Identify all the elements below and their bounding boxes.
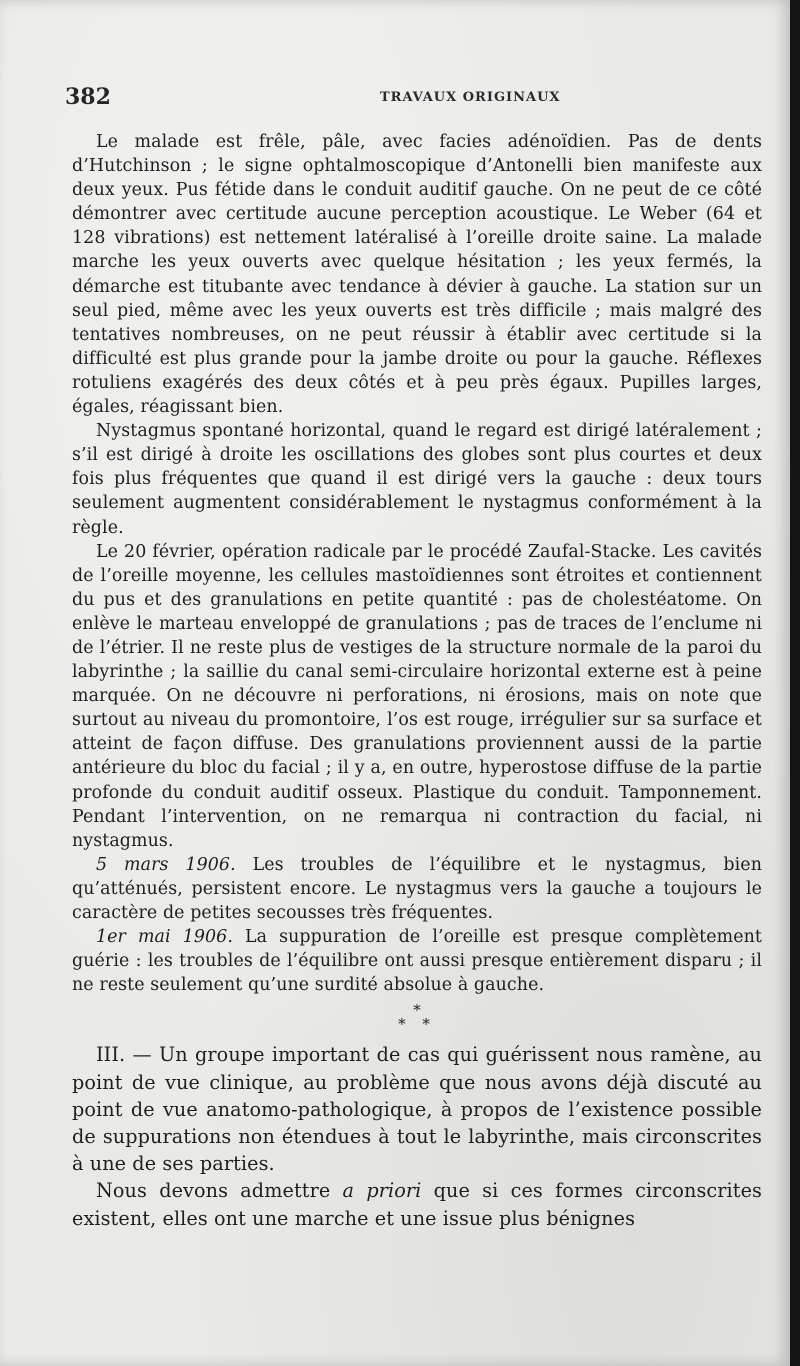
running-title: TRAVAUX ORIGINAUX [380, 90, 561, 105]
paragraph-clinical-exam: Le malade est frêle, pâle, avec facies adénoïdien. Pas de dents d’Hutchinson ; le signe ophtalmoscopique d’Antonelli bien manifeste aux deux yeux. Pus fétide dans le conduit auditif gauche. On ne peut de ce côté démontrer avec certitude aucune perception acoustique. Le Weber (64 et 128 vibrations) est nettement latéralisé à l’oreille droite saine. La malade marche les yeux ouverts avec quelque hésitation ; les yeux fermés, la démarche est titubante avec tendance à dévier à gauche. La station sur un seul pied, même avec les yeux ouverts est très difficile ; mais malgré des tentatives nombreuses, on ne peut réussir à établir avec certitude si la difficulté est plus grande pour la jambe droite ou pour la gauche. Réflexes rotuliens exagérés des deux côtés et à peu près égaux. Pupilles larges, égales, réagissant bien. [72, 132, 762, 418]
section-iii-intro: III. — Un groupe important de cas qui guérissent nous ramène, au point de vue clinique, au problème que nous avons déjà discuté au point de vue anatomo-pathologique, à propos de l’existence possible de suppurations non étendues à tout le labyrinthe, mais circonscrites à une de ses parties. [72, 1043, 762, 1176]
continuation-rest: que si ces formes circonscrites existent, elles ont une marche et une issue plus bénignes [72, 1179, 762, 1230]
section-iii [72, 1041, 762, 1231]
entry-date: 5 mars 1906. [96, 854, 236, 875]
dated-entry [72, 853, 762, 925]
section-separator [72, 997, 762, 1041]
paragraph-operation: Le 20 février, opération radicale par le procédé Zaufal-Stacke. Les cavités de l’oreille moyenne, les cellules mastoïdiennes sont étroites et contiennent du pus et des granulations en petite quantité : pas de cholestéatome. On enlève le marteau enveloppé de granulations ; pas de traces de l’enclume ni de l’étrier. Il ne reste plus de vestiges de la structure normale de la paroi du labyrinthe ; la saillie du canal semi-circulaire horizontal externe est à peine marquée. On ne découvre ni perforations, ni érosions, mais on note que surtout au niveau du promontoire, l’os est rouge, irrégulier sur sa surface et atteint de façon diffuse. Des granulations proviennent aussi de la partie antérieure du bloc du facial ; il y a, en outre, hyperostose diffuse de la partie profonde du conduit auditif osseux. Plastique du conduit. Tamponnement. Pendant l’intervention, on ne remarqua ni contraction du facial, ni nystagmus. [72, 541, 762, 851]
entry-date: 1er mai 1906. [96, 927, 233, 948]
paragraph-nystagmus: Nystagmus spontané horizontal, quand le regard est dirigé latéralement ; s’il est dirigé à droite les oscillations des globes sont plus courtes et deux fois plus fréquentes que quand il est dirigé vers la gauche : deux tours seulement augmentent considérablement le nystagmus conformément à la règle. [72, 421, 762, 538]
section-iii-continuation [72, 1177, 762, 1231]
entry-text: Les troubles de l’équilibre et le nystagmus, bien qu’atténués, persistent encore. Le nystagmus vers la gauche a toujours le caractère de petites secousses très fréquentes. [72, 854, 763, 923]
continuation-italic: a priori [342, 1179, 422, 1203]
page-number: 382 [65, 84, 111, 110]
page-body [72, 130, 762, 1232]
entry-text: La suppuration de l’oreille est presque complètement guérie : les troubles de l’équilibre ont aussi presque entièrement disparu ; il ne reste seulement qu’une surdité absolue à gauche. [72, 927, 762, 996]
asterism-bottom: * * [398, 1015, 436, 1034]
asterism-top: * [413, 1001, 421, 1020]
dated-entry [72, 925, 762, 997]
page-header [65, 84, 755, 114]
continuation-start: Nous devons admettre [96, 1179, 343, 1203]
